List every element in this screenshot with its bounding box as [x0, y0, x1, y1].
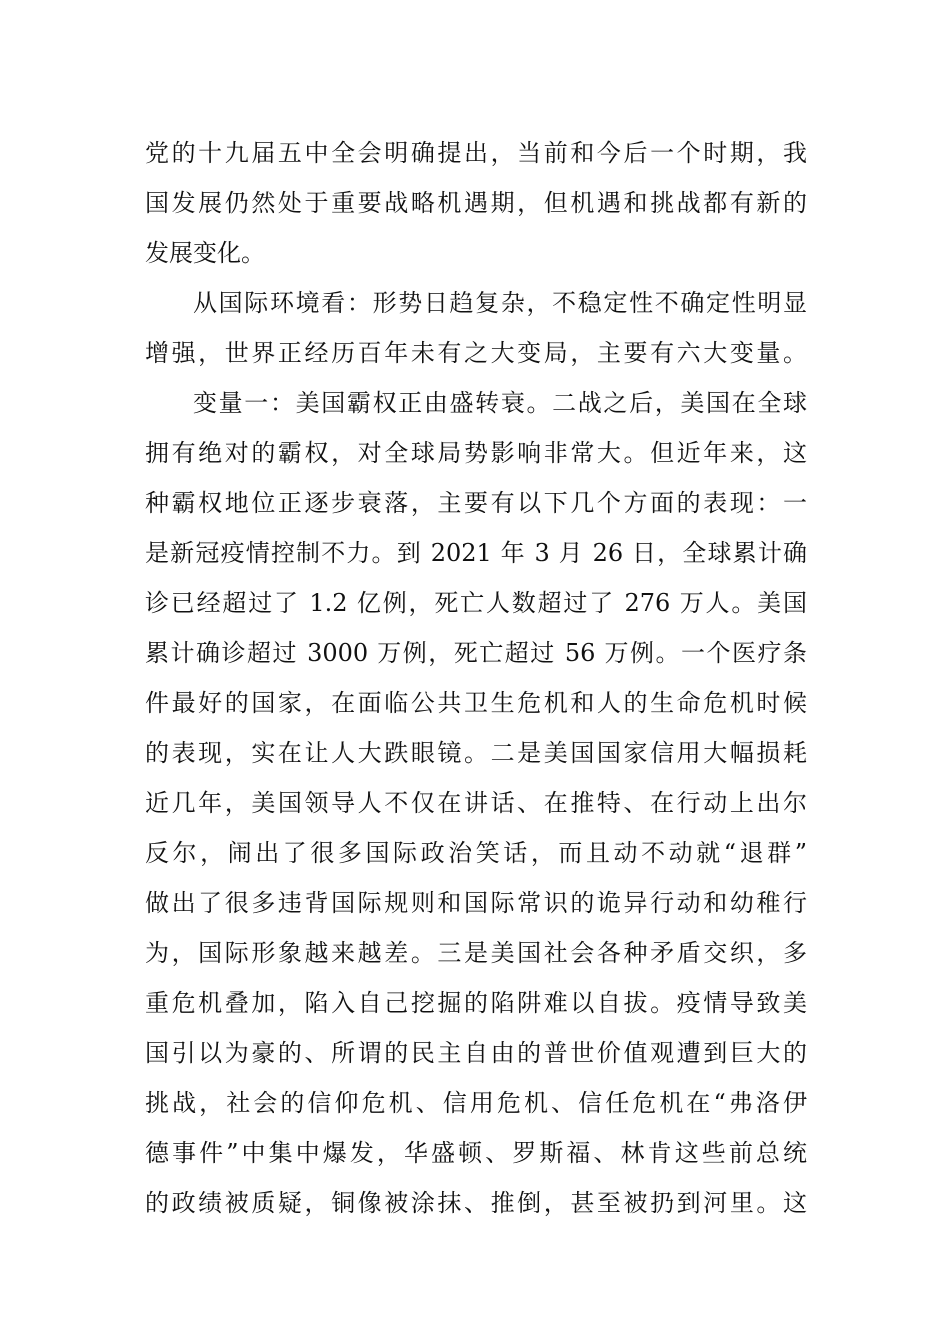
body-text	[145, 128, 807, 1228]
text-line: 做出了很多违背国际规则和国际常识的诡异行动和幼稚行	[145, 889, 807, 917]
text-line: 重危机叠加，陷入自己挖掘的陷阱难以自拔。疫情导致美	[145, 989, 807, 1017]
text-line: 国发展仍然处于重要战略机遇期，但机遇和挑战都有新的	[145, 189, 807, 217]
text-line: 反尔，闹出了很多国际政治笑话，而且动不动就“退群”	[145, 839, 807, 867]
text-line: 变量一：美国霸权正由盛转衰。二战之后，美国在全球	[193, 389, 807, 417]
text-line: 件最好的国家，在面临公共卫生危机和人的生命危机时候	[145, 689, 807, 717]
text-line: 发展变化。	[145, 239, 265, 267]
text-line: 增强，世界正经历百年未有之大变局，主要有六大变量。	[145, 339, 807, 367]
text-line: 党的十九届五中全会明确提出，当前和今后一个时期，我	[145, 139, 807, 167]
text-line: 拥有绝对的霸权，对全球局势影响非常大。但近年来，这	[145, 439, 807, 467]
text-line: 的表现，实在让人大跌眼镜。二是美国国家信用大幅损耗	[145, 739, 807, 767]
text-line: 国引以为豪的、所谓的民主自由的普世价值观遭到巨大的	[145, 1039, 807, 1067]
text-line: 是新冠疫情控制不力。到 2021 年 3 月 26 日，全球累计确	[145, 539, 807, 567]
text-line: 挑战，社会的信仰危机、信用危机、信任危机在“弗洛伊	[145, 1089, 807, 1117]
text-line: 近几年，美国领导人不仅在讲话、在推特、在行动上出尔	[145, 789, 807, 817]
text-line: 种霸权地位正逐步衰落，主要有以下几个方面的表现：一	[145, 489, 807, 517]
text-line: 为，国际形象越来越差。三是美国社会各种矛盾交织，多	[145, 939, 807, 967]
text-line: 的政绩被质疑，铜像被涂抹、推倒，甚至被扔到河里。这	[145, 1189, 807, 1217]
text-line: 从国际环境看：形势日趋复杂，不稳定性不确定性明显	[193, 289, 807, 317]
text-line: 诊已经超过了 1.2 亿例，死亡人数超过了 276 万人。美国	[145, 589, 807, 617]
text-line: 德事件”中集中爆发，华盛顿、罗斯福、林肯这些前总统	[145, 1139, 807, 1167]
text-line: 累计确诊超过 3000 万例，死亡超过 56 万例。一个医疗条	[145, 639, 807, 667]
